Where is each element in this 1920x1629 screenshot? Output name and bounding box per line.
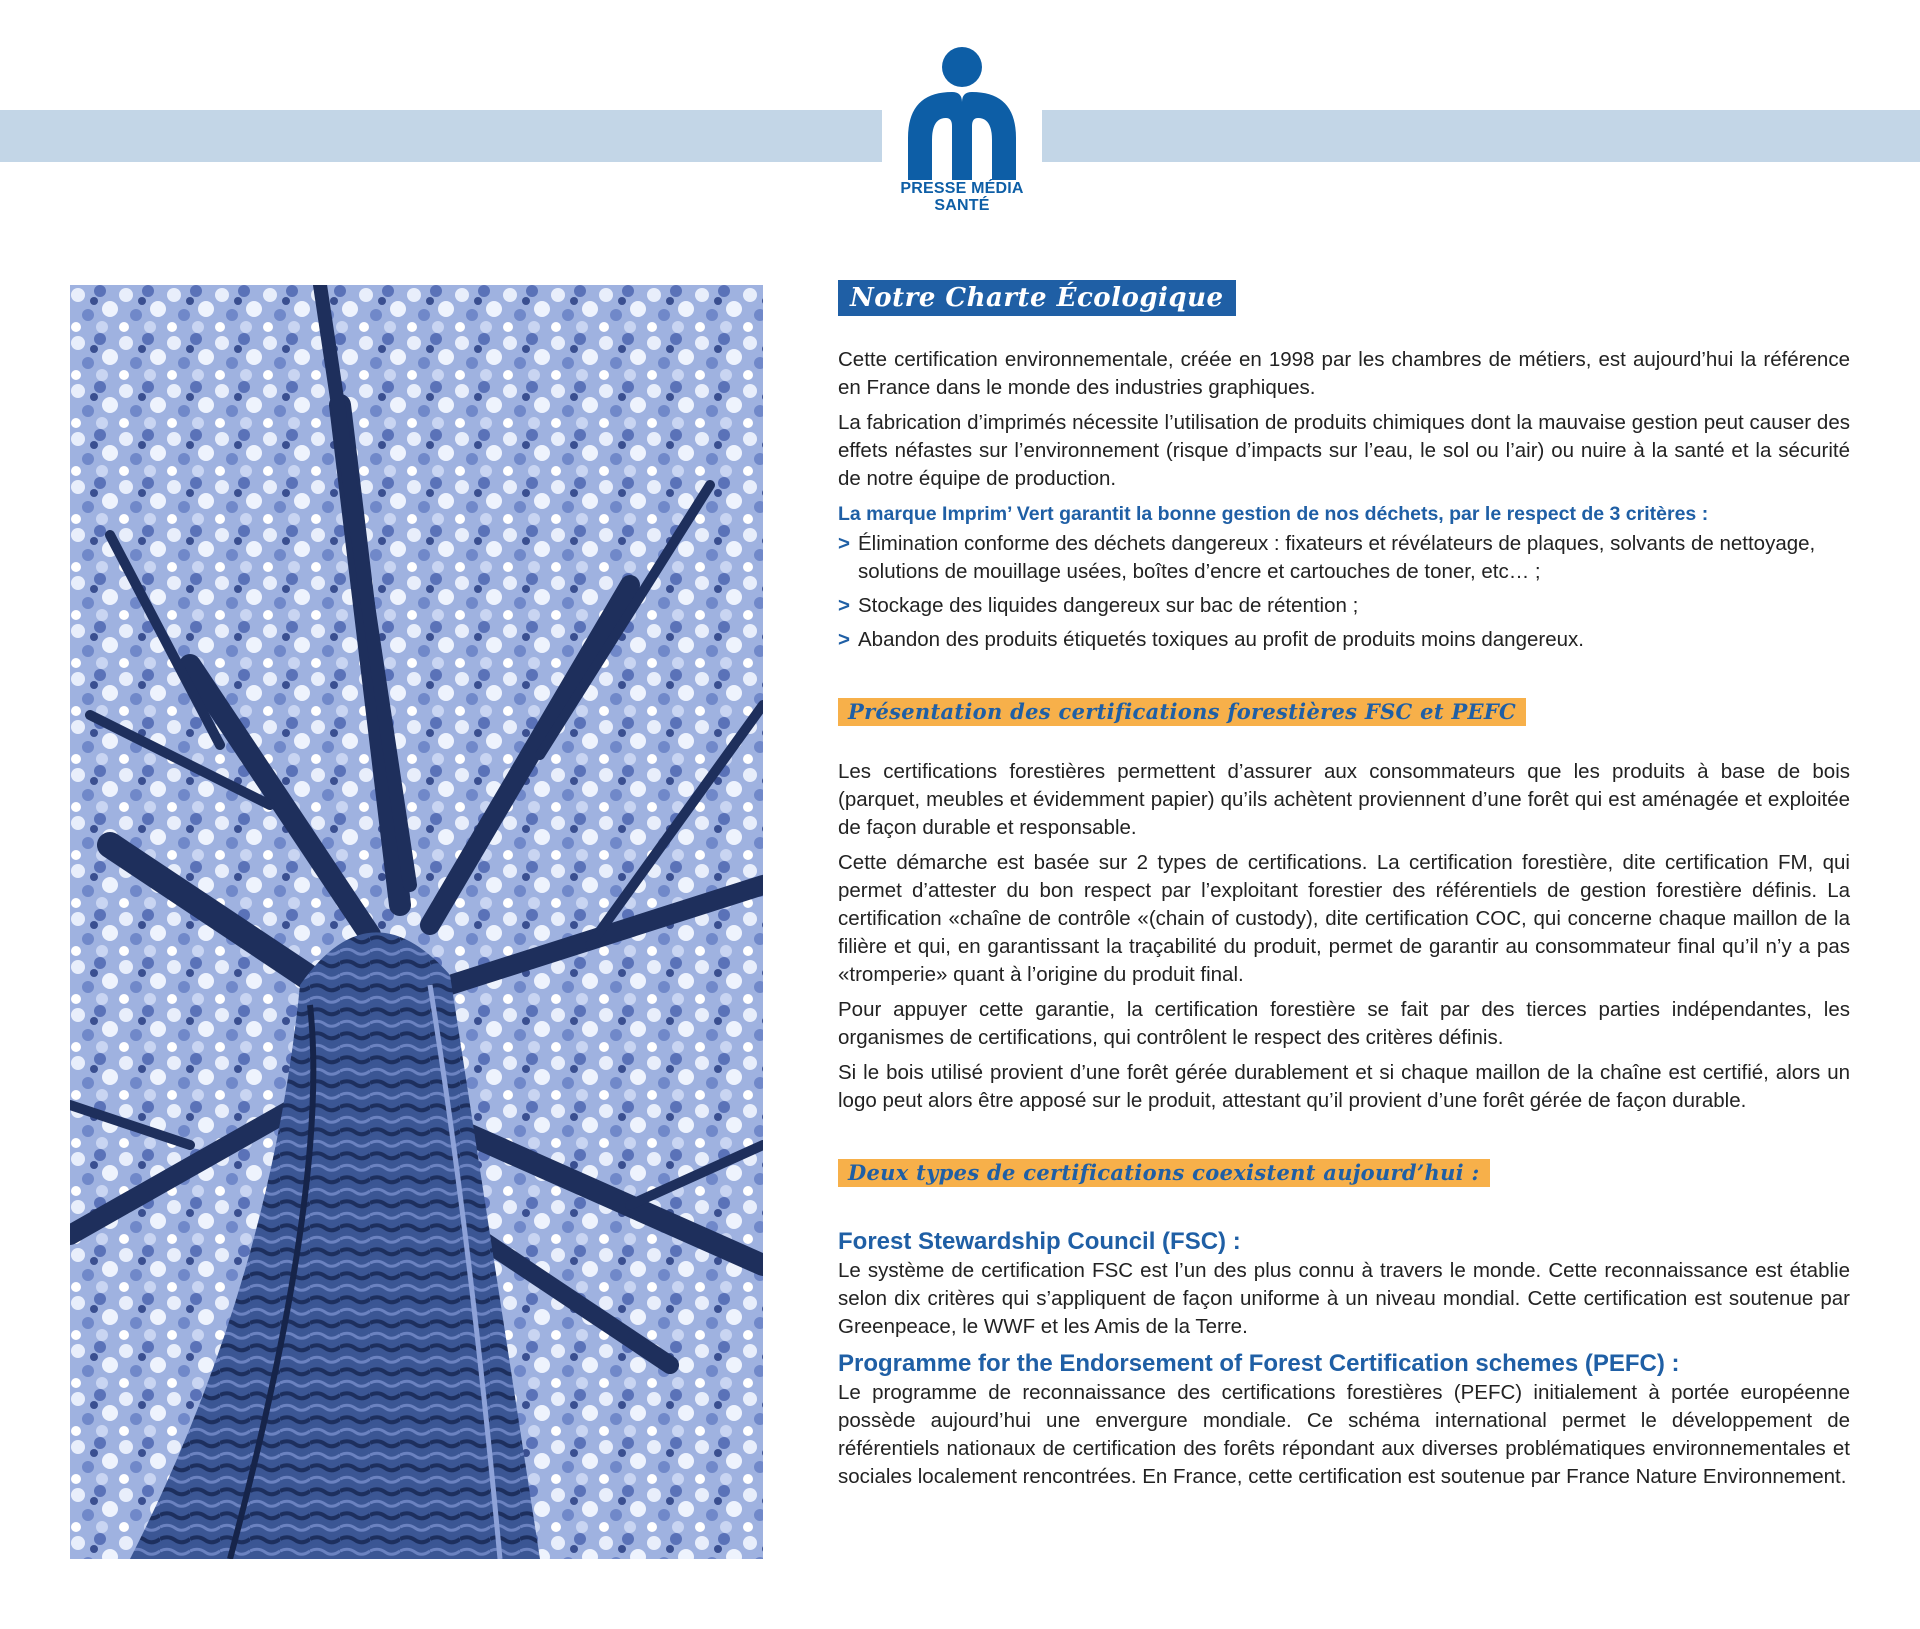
bullet-arrow-icon: > [838, 594, 850, 617]
forest-paragraph-2: Cette démarche est basée sur 2 types de certifications. La certification forestière, dite certification FM, qui permet d’attester du bon respect par l’exploitant forestier des référentiels de gestion forestière définis. La certification «chaîne de contrôle «(chain of custody), dite certification COC, qui concerne chaque maillon de la filière et qui, en garantissant la traçabilité du produit, permet de garantir au consommateur final qu’il n’y a pas «tromperie» quant à l’origine du produit final. [838, 851, 1850, 986]
tree-canopy-image [70, 285, 763, 1559]
logo-mark-icon [892, 40, 1032, 180]
logo-line-1: PRESSE MÉDIA [900, 180, 1024, 197]
forest-paragraph-1: Les certifications forestières permettent d’assurer aux consommateurs que les produits à base de bois (parquet, meubles et évidemment papier) qu’ils achètent proviennent d’une forêt qui est aménagée et exploitée de façon durable et responsable. [838, 760, 1850, 839]
content-column [838, 280, 1850, 1491]
criteria-text: Abandon des produits étiquetés toxiques au profit de produits moins dangereux. [858, 628, 1584, 651]
pefc-paragraph: Le programme de reconnaissance des certifications forestières (PEFC) initialement à portée européenne possède aujourd’hui une envergure mondiale. Ce schéma international permet le développement de référentiels nationaux de certification des forêts répondant aux diverses problématiques environnementales et sociales localement rencontrées. En France, cette certification est soutenue par France Nature Environnement. [838, 1381, 1850, 1488]
criteria-text: Élimination conforme des déchets dangereux : fixateurs et révélateurs de plaques, solvants de nettoyage, solutions de mouillage usées, boîtes d’encre et cartouches de toner, etc… ; [858, 532, 1816, 583]
bullet-arrow-icon: > [838, 628, 850, 651]
forest-paragraph-4: Si le bois utilisé provient d’une forêt gérée durablement et si chaque maillon de la chaîne est certifié, alors un logo peut alors être apposé sur le produit, attestant qu’il provient d’une forêt gérée de façon durable. [838, 1061, 1850, 1112]
fsc-title: Forest Stewardship Council (FSC) : [838, 1228, 1241, 1255]
list-item [838, 592, 1850, 620]
bullet-arrow-icon: > [838, 532, 850, 555]
section-two-types [838, 1159, 1850, 1491]
list-item [838, 530, 1850, 586]
section-forest-certifications [838, 698, 1850, 1115]
pefc-title: Programme for the Endorsement of Forest Certification schemes (PEFC) : [838, 1350, 1680, 1377]
section-title-two-types: Deux types de certifications coexistent aujourd’hui : [838, 1159, 1490, 1187]
fsc-paragraph: Le système de certification FSC est l’un des plus connu à travers le monde. Cette reconnaissance est établie selon dix critères qui s’appliquent de façon uniforme à un niveau mondial. Cette certification est soutenue par Greenpeace, le WWF et les Amis de la Terre. [838, 1259, 1850, 1338]
section-title-fsc-pefc: Présentation des certifications forestières FSC et PEFC [838, 698, 1526, 726]
charte-paragraph-2: La fabrication d’imprimés nécessite l’utilisation de produits chimiques dont la mauvaise gestion peut causer des effets néfastes sur l’environnement (risque d’impacts sur l’eau, le sol ou l’air) ou nuire à la santé et la sécurité de notre équipe de production. [838, 411, 1850, 490]
logo-line-2: SANTÉ [934, 197, 990, 214]
list-item [838, 626, 1850, 654]
presse-media-sante-logo [882, 40, 1042, 240]
forest-paragraph-3: Pour appuyer cette garantie, la certification forestière se fait par des tierces parties indépendantes, les organismes de certifications, qui contrôlent le respect des critères définis. [838, 998, 1850, 1049]
charte-paragraph-1: Cette certification environnementale, créée en 1998 par les chambres de métiers, est aujourd’hui la référence en France dans le monde des industries graphiques. [838, 348, 1850, 399]
imprim-vert-lead: La marque Imprim’ Vert garantit la bonne gestion de nos déchets, par le respect de 3 critères : [838, 503, 1709, 525]
tree-photo [70, 285, 763, 1559]
section-title-charte: Notre Charte Écologique [838, 280, 1236, 316]
criteria-text: Stockage des liquides dangereux sur bac de rétention ; [858, 594, 1359, 617]
criteria-list [838, 530, 1850, 654]
